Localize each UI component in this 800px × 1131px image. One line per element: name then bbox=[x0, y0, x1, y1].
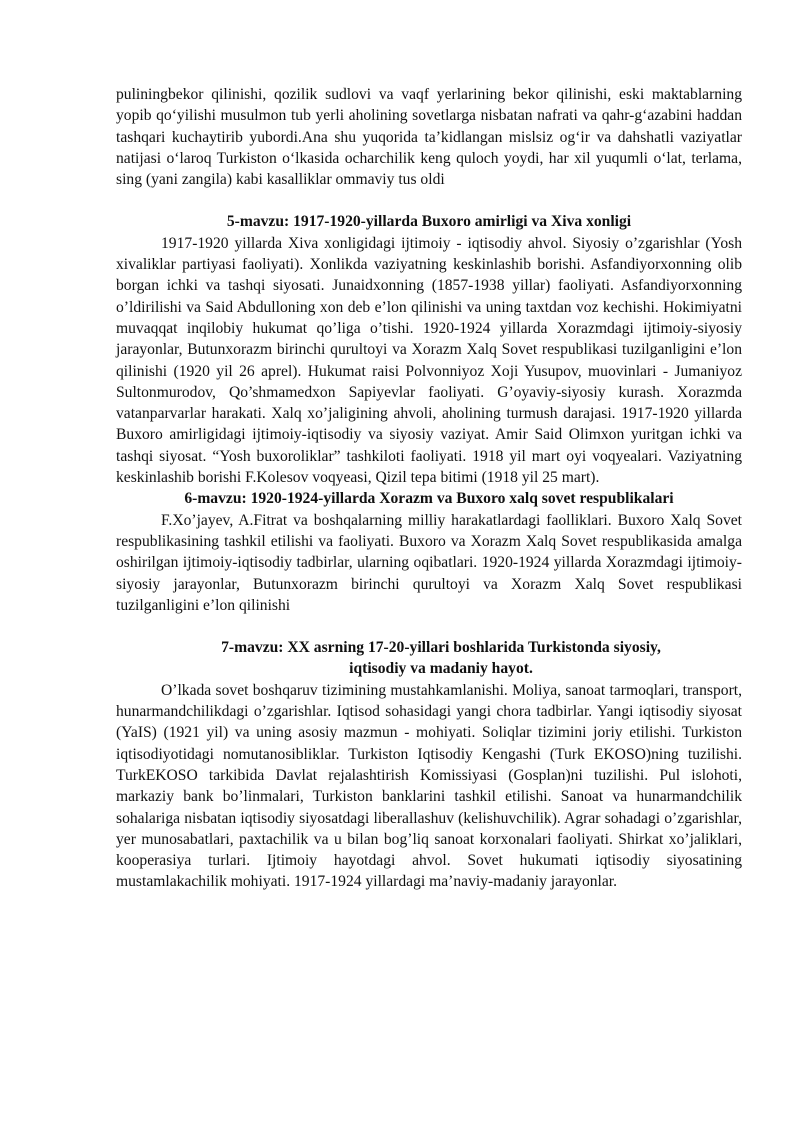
topic-5-body: 1917-1920 yillarda Xiva xonligidagi ijtimoiy - iqtisodiy ahvol. Siyosiy o’zgarishlar (Yosh xivaliklar partiyasi faoliyati). Xonlikda vaziyatning keskinlashib borishi. Asfandiyorxonning olib borgan ichki va tashqi siyosati. Junaidxonning (1857-1938 yillar) faoliyati. Asfandiyorxonning o’ldirilishi va Said Abdulloning xon deb e’lon qilinishi va uning taxtdan voz kechishi. Hokimiyatni muvaqqat inqilobiy hukumat qo’liga o’tishi. 1920-1924 yillarda Xorazmdagi ijtimoiy-siyosiy jarayonlar, Butunxorazm birinchi qurultoyi va Xorazm Xalq Sovet respublikasi tuzilganligini e’lon qilinishi (1920 yil 26 aprel). Hukumat raisi Polvonniyoz Xoji Yusupov, muovinlari - Jumaniyoz Sultonmurodov, Qo’shmamedxon Sapiyevlar faoliyati. G’oyaviy-siyosiy kurash. Xorazmda vatanparvarlar harakati. Xalq xo’jaligining ahvoli, aholining turmush darajasi. 1917-1920 yillarda Buxoro amirligidagi ijtimoiy-iqtisodiy va siyosiy vaziyat. Amir Said Olimxon yuritgan ichki va tashqi siyosat. “Yosh buxoroliklar” tashkiloti faoliyati. 1918 yil mart oyi voqyealari. Vaziyatning keskinlashib borishi F.Kolesov voqyeasi, Qizil tepa bitimi (1918 yil 25 mart). bbox=[116, 234, 742, 487]
topic-6-body: F.Xo’jayev, A.Fitrat va boshqalarning milliy harakatlardagi faolliklari. Buxoro Xalq Sovet respublikasining tashkil etilishi va faoliyati. Buxoro va Xorazm Xalq Sovet respublikasida amalga oshirilgan ijtimoiy-iqtisodiy tadbirlar, ularning oqibatlari. 1920-1924 yillarda Xorazmdagi ijtimoiy-siyosiy jarayonlar, Butunxorazm birinchi qurultoyi va Xorazm Xalq Sovet respublikasi tuzilganligini e’lon qilinishi bbox=[116, 511, 742, 614]
topic-7-heading-line2: iqtisodiy va madaniy hayot. bbox=[349, 660, 533, 678]
topic-7-heading bbox=[116, 637, 742, 680]
topic-6-heading: 6-mavzu: 1920-1924-yillarda Xorazm va Buxoro xalq sovet respublikalari bbox=[184, 490, 674, 508]
topic-5-heading: 5-mavzu: 1917-1920-yillarda Buxoro amirligi va Xiva xonligi bbox=[226, 213, 632, 231]
document-page bbox=[116, 84, 742, 893]
topic-7-body: O’lkada sovet boshqaruv tizimining mustahkamlanishi. Moliya, sanoat tarmoqlari, transport, hunarmandchilikdagi o’zgarishlar. Iqtisod sohasidagi yangi chora tadbirlar. Yangi iqtisodiy siyosat (YaIS) (1921 yil) va uning asosiy mazmun - mohiyati. Soliqlar tizimini joriy etilishi. Turkiston iqtisodiyotidagi nomutanosibliklar. Turkiston Iqtisodiy Kengashi (Turk EKOSO)ning tuzilishi. TurkEKOSO tarkibida Davlat rejalashtirish Komissiyasi (Gosplan)ni tuzilishi. Pul islohoti, markaziy bank bo’linmalari, Turkiston banklarini tashkil etilishi. Sanoat va hunarmandchilik sohalariga nisbatan iqtisodiy siyosatdagi liberallashuv (kelishuvchilik). Agrar sohadagi o’zgarishlar, yer munosabatlari, paxtachilik va u bilan bog’liq sanoat korxonalari faoliyati. Shirkat xo’jaliklari, kooperasiya turlari. Ijtimoiy hayotdagi ahvol. Sovet hukumati iqtisodiy siyosatining mustamlakachilik mohiyati. 1917-1924 yillardagi ma’naviy-madaniy jarayonlar. bbox=[116, 681, 742, 891]
topic-7-heading-line1: 7-mavzu: XX asrning 17-20-yillari boshlarida Turkistonda siyosiy, bbox=[221, 639, 661, 657]
intro-paragraph: puliningbekor qilinishi, qozilik sudlovi va vaqf yerlarining bekor qilinishi, eski maktablarning yopib qo‘yilishi musulmon tub yerli aholining sovetlarga nisbatan nafrati va qahr-g‘azabini haddan tashqari kuchaytirib yubordi.Ana shu yuqorida ta’kidlangan mislsiz og‘ir va dahshatli vaziyatlar natijasi o‘laroq Turkiston o‘lkasida ocharchilik keng quloch yoydi, har xil yuqumli o‘lat, terlama, sing (yani zangila) kabi kasalliklar ommaviy tus oldi bbox=[116, 86, 742, 189]
